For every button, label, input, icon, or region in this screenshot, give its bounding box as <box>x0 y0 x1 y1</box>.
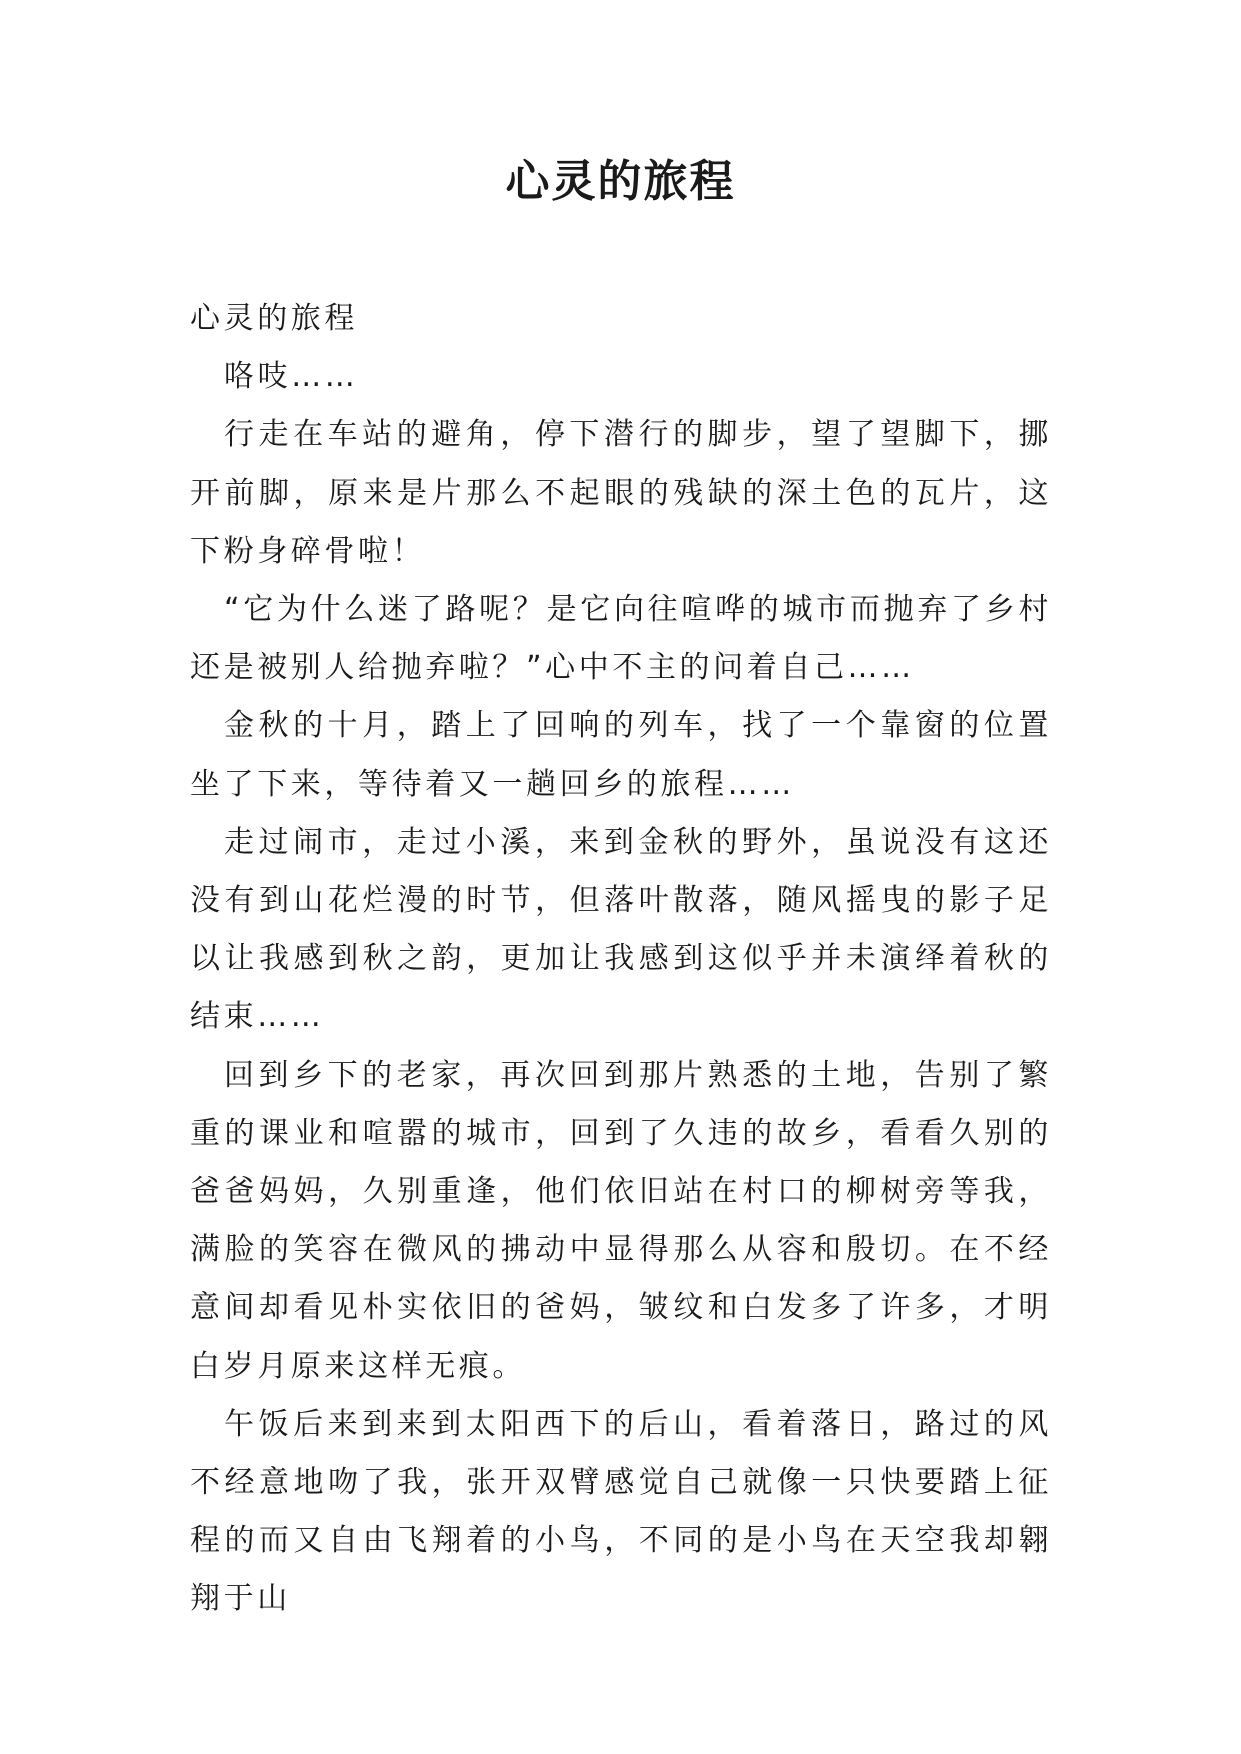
paragraph: 金秋的十月，踏上了回响的列车，找了一个靠窗的位置坐了下来，等待着又一趟回乡的旅程…… <box>190 708 1052 802</box>
paragraph-heading: 心灵的旅程 <box>190 301 358 336</box>
document-body <box>190 290 1052 1629</box>
paragraph: “它为什么迷了路呢？是它向往喧哗的城市而抛弃了乡村还是被别人给抛弃啦？”心中不主的问着自己…… <box>190 592 1052 686</box>
document-title: 心灵的旅程 <box>505 156 736 207</box>
paragraph: 咯吱…… <box>224 359 359 395</box>
paragraph: 行走在车站的避角，停下潜行的脚步，望了望脚下，挪开前脚，原来是片那么不起眼的残缺的深土色的瓦片，这下粉身碎骨啦！ <box>190 417 1052 569</box>
paragraph: 回到乡下的老家，再次回到那片熟悉的土地，告别了繁重的课业和喧嚣的城市，回到了久违的故乡，看看久别的爸爸妈妈，久别重逢，他们依旧站在村口的柳树旁等我，满脸的笑容在微风的拂动中显得那么从容和殷切。在不经意间却看见朴实依旧的爸妈，皱纹和白发多了许多，才明白岁月原来这样无痕。 <box>190 1057 1052 1384</box>
paragraph: 走过闹市，走过小溪，来到金秋的野外，虽说没有这还没有到山花烂漫的时节，但落叶散落，随风摇曳的影子足以让我感到秋之韵，更加让我感到这似乎并未演绎着秋的结束…… <box>190 824 1052 1035</box>
paragraph: 午饭后来到来到太阳西下的后山，看着落日，路过的风不经意地吻了我，张开双臂感觉自己就像一只快要踏上征程的而又自由飞翔着的小鸟，不同的是小鸟在天空我却翱翔于山 <box>190 1406 1052 1617</box>
